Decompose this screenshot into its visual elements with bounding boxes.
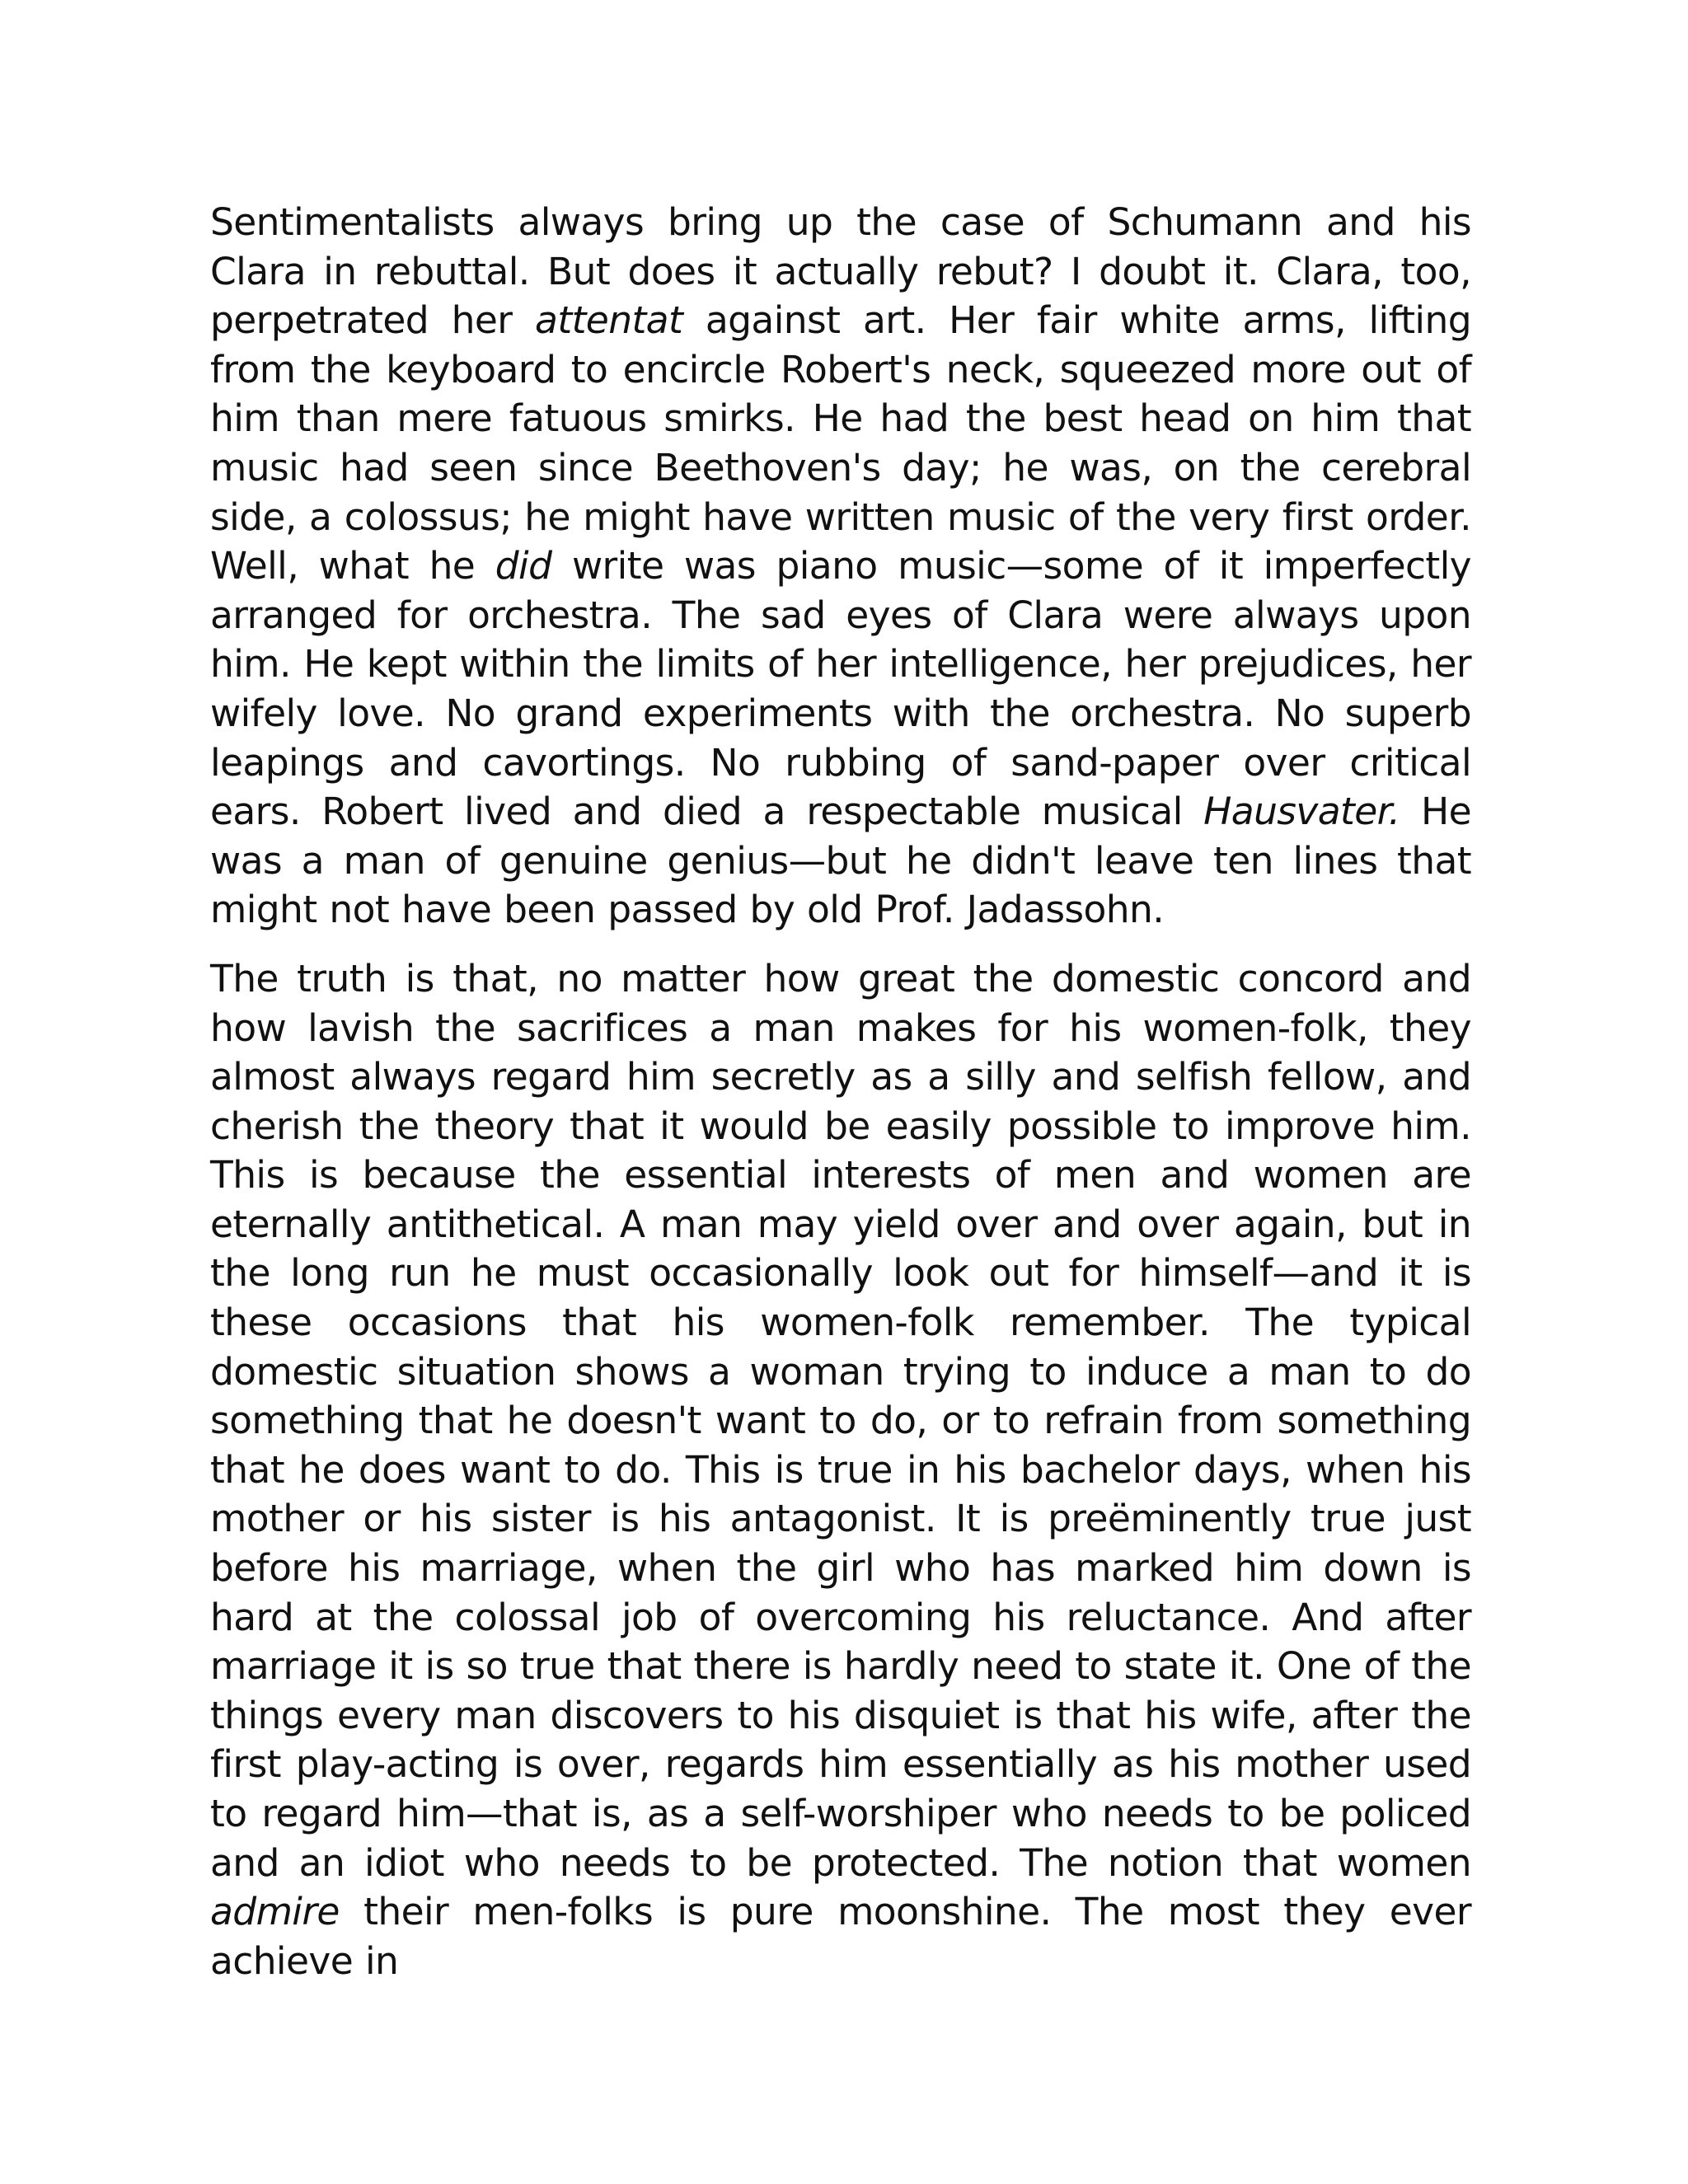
italic-term-did: did — [495, 544, 552, 588]
text-run: their men-folks is pure moonshine. The most they ever achieve in — [210, 1890, 1471, 1983]
italic-term-admire: admire — [210, 1890, 340, 1934]
paragraph-schumann — [210, 198, 1471, 935]
text-run: The truth is that, no matter how great the domestic concord and how lavish the sacrifices a man makes for his women-folk, they almost always regard him secretly as a silly and selfish fellow, and cherish the theory that it would be easily possible to improve him. This is because the essential interests of men and women are eternally antithetical. A man may yield over and over again, but in the long run he must occasionally look out for himself—and it is these occasions that his women-folk remember. The typical domestic situation shows a woman trying to induce a man to do something that he doesn't want to do, or to refrain from something that he does want to do. This is true in his bachelor days, when his mother or his sister is his antagonist. It is preëminently true just before his marriage, when the girl who has marked him down is hard at the colossal job of overcoming his reluctance. And after marriage it is so true that there is hardly need to state it. One of the things every man discovers to his disquiet is that his wife, after the first play-acting is over, regards him essentially as his mother used to regard him—that is, as a self-worshiper who needs to be policed and an idiot who needs to be protected. The notion that women — [210, 956, 1471, 1885]
paragraph-domestic-concord — [210, 954, 1471, 1985]
document-page — [210, 198, 1471, 1985]
text-run: against art. Her fair white arms, lifting from the keyboard to encircle Robert's neck, squeezed more out of him than mere fatuous smirks. He had the best head on him that music had seen since Beethoven's day; he was, on the cerebral side, a colossus; he might have written music of the very first order. Well, what he — [210, 298, 1471, 588]
text-run: He was a man of genuine genius—but he didn't leave ten lines that might not have been passed by old Prof. Jadassohn. — [210, 790, 1471, 932]
italic-term-hausvater: Hausvater. — [1203, 790, 1400, 834]
text-run: write was piano music—some of it imperfectly arranged for orchestra. The sad eyes of Clara were always upon him. He kept within the limits of her intelligence, her prejudices, her wifely love. No grand experiments with the orchestra. No superb leapings and cavortings. No rubbing of sand-paper over critical ears. Robert lived and died a respectable musical — [210, 544, 1472, 834]
italic-term-attentat: attentat — [535, 298, 683, 343]
text-run: Sentimentalists always bring up the case of Schumann and his Clara in rebuttal. But does it actually rebut? I doubt it. Clara, too, perpetrated her — [210, 200, 1471, 343]
